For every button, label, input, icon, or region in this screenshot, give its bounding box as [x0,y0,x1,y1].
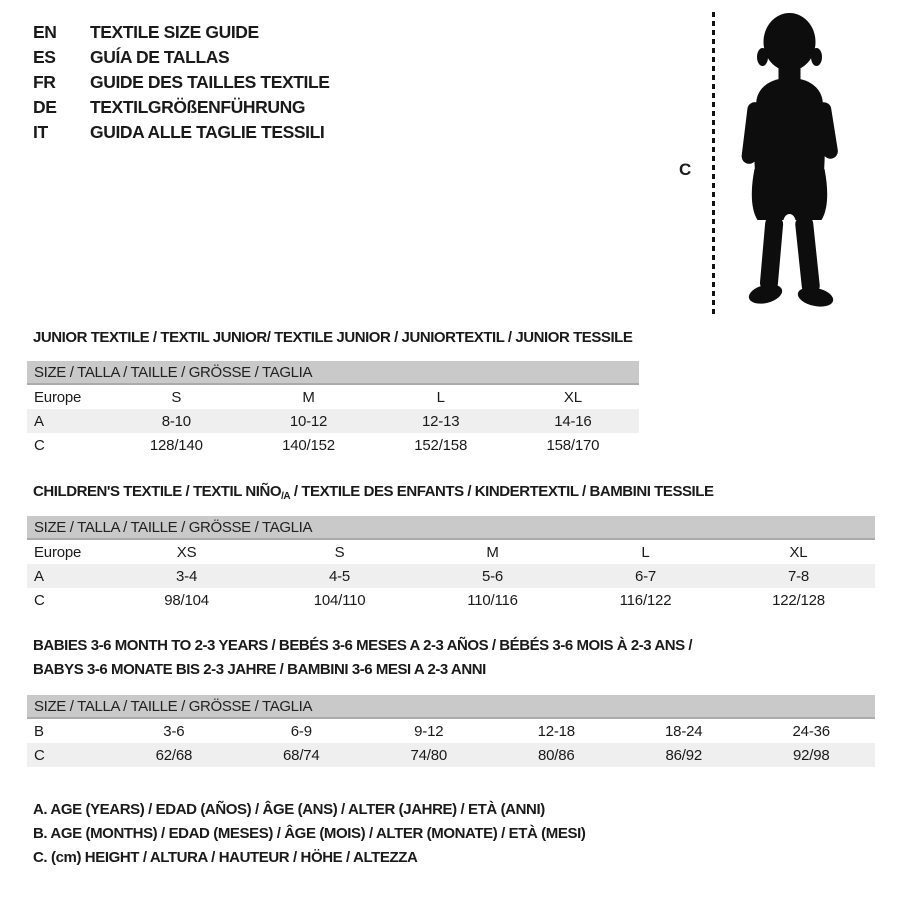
size-cell: 122/128 [772,591,825,609]
language-label: GUÍA DE TALLAS [90,47,230,67]
size-cell: 6-9 [290,722,312,740]
size-header-bar: SIZE / TALLA / TAILLE / GRÖSSE / TAGLIA [27,695,875,718]
size-cell: 8-10 [110,409,242,433]
row-label-cell: Europe [34,543,82,561]
junior-size-table [27,361,639,457]
size-cell: 86/92 [620,743,747,767]
size-cell: 68/74 [238,743,365,767]
size-cell: 74/80 [365,743,492,767]
note-age-months: B. AGE (MONTHS) / EDAD (MESES) / ÂGE (MOIS) / ALTER (MONATE) / ETÀ (MESI) [33,825,586,842]
row-label-cell: A [27,409,110,433]
size-cell: 80/86 [493,743,620,767]
babies-title-line2: BABYS 3-6 MONATE BIS 2-3 JAHRE / BAMBINI 3-6 MESI A 2-3 ANNI [33,661,486,678]
size-cell: L [641,543,650,561]
children-title-prefix: CHILDREN'S TEXTILE / TEXTIL NIÑO [33,483,282,500]
babies-size-table [27,695,875,767]
table-row [27,743,875,767]
size-cell: XS [176,543,197,561]
children-size-table [27,516,875,612]
size-cell: 12-13 [375,409,507,433]
size-cell: XL [563,388,582,406]
size-cell: 98/104 [164,591,209,609]
language-label: TEXTILE SIZE GUIDE [90,22,259,42]
row-label-cell: A [27,564,110,588]
babies-section-title [33,634,753,682]
size-cell: 92/98 [747,743,875,767]
language-row-it [33,120,330,145]
size-cell: M [486,543,499,561]
language-label: GUIDE DES TAILLES TEXTILE [90,72,330,92]
height-dotted-line [712,12,715,318]
size-cell: 3-4 [110,564,263,588]
language-row-de [33,95,330,120]
children-title-suffix: / TEXTILE DES ENFANTS / KINDERTEXTIL / BAMBINI TESSILE [290,483,714,500]
size-cell: 12-18 [537,722,575,740]
language-label: GUIDA ALLE TAGLIE TESSILI [90,122,325,142]
language-code: ES [33,47,56,67]
junior-section-title: JUNIOR TEXTILE / TEXTIL JUNIOR/ TEXTILE JUNIOR / JUNIORTEXTIL / JUNIOR TESSILE [33,329,633,346]
size-cell: 6-7 [569,564,722,588]
size-cell: 5-6 [416,564,569,588]
legend-notes [33,798,585,870]
table-row [27,718,875,743]
language-list [33,20,330,145]
table-row [27,384,639,409]
size-cell: 104/110 [313,591,366,609]
size-cell: 110/116 [467,591,518,609]
baby-silhouette-icon [726,4,854,314]
size-cell: 62/68 [110,743,237,767]
table-row [27,564,875,588]
note-height-cm: C. (cm) HEIGHT / ALTURA / HAUTEUR / HÖHE / ALTEZZA [33,849,418,866]
size-header-bar: SIZE / TALLA / TAILLE / GRÖSSE / TAGLIA [27,361,639,384]
height-measure-label: C [679,160,692,179]
size-cell: 24-36 [792,722,830,740]
size-header-bar: SIZE / TALLA / TAILLE / GRÖSSE / TAGLIA [27,516,875,539]
size-cell: 152/158 [414,436,468,454]
language-code: FR [33,72,56,92]
note-age-years: A. AGE (YEARS) / EDAD (AÑOS) / ÂGE (ANS) / ALTER (JAHRE) / ETÀ (ANNI) [33,801,545,818]
size-cell: 10-12 [242,409,374,433]
table-row [27,588,875,612]
row-label-cell: C [27,743,110,767]
size-cell: M [302,388,315,406]
size-cell: L [436,388,445,406]
size-cell: 128/140 [149,436,203,454]
language-code: EN [33,22,57,42]
size-cell: S [334,543,345,561]
children-title-subscript: /A [281,491,291,502]
size-cell: 9-12 [414,722,444,740]
size-cell: 3-6 [163,722,185,740]
row-label-cell: C [34,436,45,454]
language-label: TEXTILGRÖßENFÜHRUNG [90,97,306,117]
row-label-cell: C [34,591,45,609]
size-cell: 4-5 [263,564,416,588]
size-cell: XL [789,543,808,561]
table-row [27,409,639,433]
table-row [27,539,875,564]
size-cell: 14-16 [507,409,639,433]
size-cell: 18-24 [665,722,703,740]
row-label-cell: B [34,722,44,740]
language-code: DE [33,97,57,117]
table-row [27,433,639,457]
size-cell: 140/152 [282,436,335,454]
size-cell: S [171,388,182,406]
size-cell: 116/122 [619,591,672,609]
language-row-en [33,20,330,45]
language-row-es [33,45,330,70]
language-code: IT [33,122,48,142]
size-cell: 158/170 [546,436,600,454]
children-section-title [33,480,714,509]
babies-title-line1: BABIES 3-6 MONTH TO 2-3 YEARS / BEBÉS 3-6 MESES A 2-3 AÑOS / BÉBÉS 3-6 MOIS À 2-3 ANS / [33,637,693,654]
language-row-fr [33,70,330,95]
row-label-cell: Europe [34,388,82,406]
size-cell: 7-8 [722,564,875,588]
